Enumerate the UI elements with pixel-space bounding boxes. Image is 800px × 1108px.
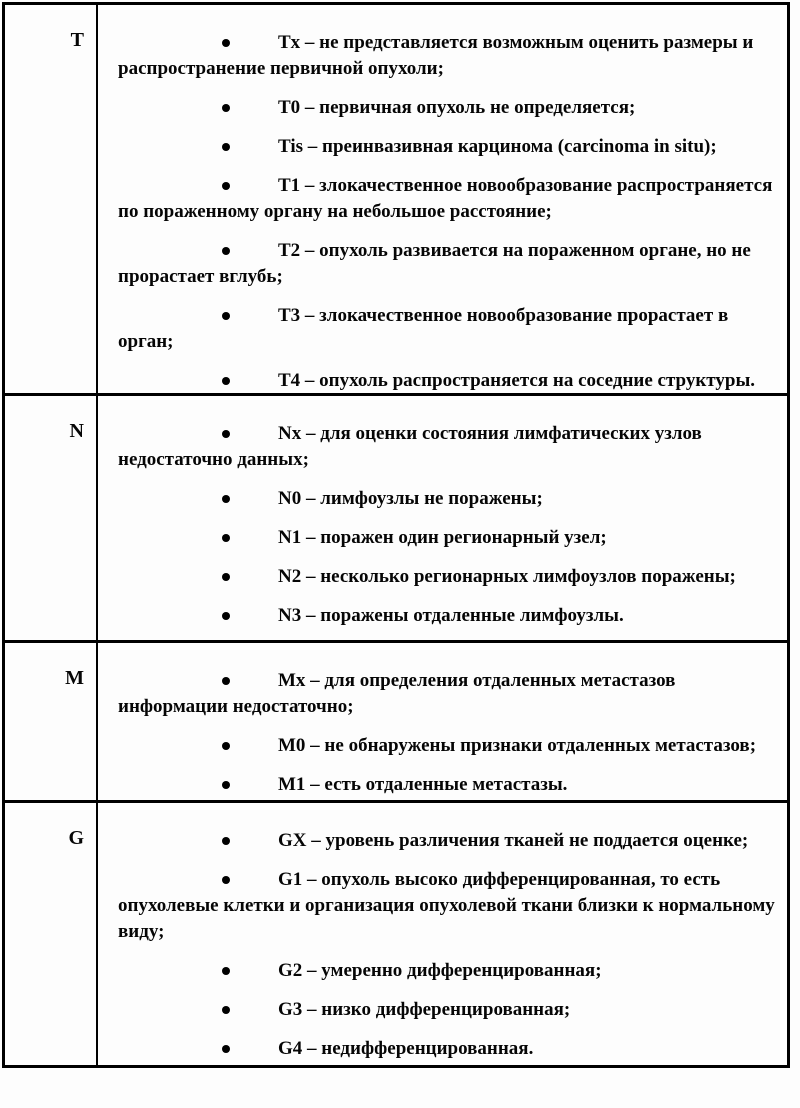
item-text: G4 – недифференцированная. bbox=[278, 1038, 534, 1059]
row-content bbox=[98, 643, 787, 800]
bullet-icon bbox=[222, 603, 278, 629]
bullet-item bbox=[118, 173, 781, 225]
item-text: G1 – опухоль высоко дифференцированная, то есть опухолевые клетки и организация опухолевой ткани близки к нормальному виду; bbox=[118, 869, 775, 942]
item-text: T1 – злокачественное новообразование распространяется по пораженному органу на небольшое расстояние; bbox=[118, 175, 773, 222]
item-text: M1 – есть отдаленные метастазы. bbox=[278, 774, 568, 795]
item-text: T2 – опухоль развивается на пораженном органе, но не прорастает вглубь; bbox=[118, 240, 751, 287]
table-row-T bbox=[5, 5, 787, 396]
bullet-item bbox=[118, 486, 781, 512]
bullet-icon bbox=[222, 1036, 278, 1062]
bullet-item bbox=[118, 95, 781, 121]
bullet-icon bbox=[222, 772, 278, 798]
item-text: Tx – не представляется возможным оценить размеры и распространение первичной опухоли; bbox=[118, 32, 754, 79]
bullet-item bbox=[118, 421, 781, 473]
item-text: T0 – первичная опухоль не определяется; bbox=[278, 97, 636, 118]
item-text: GX – уровень различения тканей не поддается оценке; bbox=[278, 830, 749, 851]
item-text: G3 – низко дифференцированная; bbox=[278, 999, 571, 1020]
row-key-label: M bbox=[5, 643, 98, 800]
item-text: Mx – для определения отдаленных метастазов информации недостаточно; bbox=[118, 670, 676, 717]
row-content bbox=[98, 803, 787, 1065]
bullet-icon bbox=[222, 173, 278, 199]
bullet-item bbox=[118, 134, 781, 160]
bullet-icon bbox=[222, 30, 278, 56]
bullet-item bbox=[118, 303, 781, 355]
item-text: N1 – поражен один регионарный узел; bbox=[278, 527, 607, 548]
item-text: N0 – лимфоузлы не поражены; bbox=[278, 488, 543, 509]
item-text: G2 – умеренно дифференцированная; bbox=[278, 960, 602, 981]
table-row-G bbox=[5, 803, 787, 1065]
item-text: N3 – поражены отдаленные лимфоузлы. bbox=[278, 605, 624, 626]
item-text: T3 – злокачественное новообразование прорастает в орган; bbox=[118, 305, 729, 352]
item-text: T4 – опухоль распространяется на соседние структуры. bbox=[278, 370, 756, 391]
bullet-icon bbox=[222, 95, 278, 121]
bullet-item bbox=[118, 733, 781, 759]
bullet-icon bbox=[222, 997, 278, 1023]
item-text: Tis – преинвазивная карцинома (carcinoma in situ); bbox=[278, 136, 717, 157]
row-key-label: G bbox=[5, 803, 98, 1065]
bullet-icon bbox=[222, 564, 278, 590]
table-row-M bbox=[5, 643, 787, 803]
tnm-classification-table bbox=[2, 2, 790, 1068]
bullet-icon bbox=[222, 368, 278, 393]
bullet-icon bbox=[222, 733, 278, 759]
table-row-N bbox=[5, 396, 787, 643]
item-text: N2 – несколько регионарных лимфоузлов поражены; bbox=[278, 566, 736, 587]
bullet-item bbox=[118, 30, 781, 82]
bullet-item bbox=[118, 368, 781, 393]
bullet-icon bbox=[222, 958, 278, 984]
bullet-icon bbox=[222, 238, 278, 264]
bullet-item bbox=[118, 958, 781, 984]
bullet-item bbox=[118, 668, 781, 720]
bullet-icon bbox=[222, 303, 278, 329]
bullet-item bbox=[118, 867, 781, 945]
bullet-icon bbox=[222, 486, 278, 512]
bullet-item bbox=[118, 603, 781, 629]
bullet-item bbox=[118, 997, 781, 1023]
row-content bbox=[98, 396, 787, 640]
bullet-item bbox=[118, 1036, 781, 1062]
bullet-item bbox=[118, 564, 781, 590]
row-key-label: T bbox=[5, 5, 98, 393]
bullet-item bbox=[118, 772, 781, 798]
bullet-icon bbox=[222, 421, 278, 447]
bullet-icon bbox=[222, 668, 278, 694]
row-content bbox=[98, 5, 787, 393]
item-text: Nx – для оценки состояния лимфатических узлов недостаточно данных; bbox=[118, 423, 702, 470]
bullet-item bbox=[118, 828, 781, 854]
row-key-label: N bbox=[5, 396, 98, 640]
bullet-item bbox=[118, 238, 781, 290]
bullet-icon bbox=[222, 828, 278, 854]
bullet-item bbox=[118, 525, 781, 551]
bullet-icon bbox=[222, 134, 278, 160]
item-text: M0 – не обнаружены признаки отдаленных метастазов; bbox=[278, 735, 757, 756]
bullet-icon bbox=[222, 525, 278, 551]
bullet-icon bbox=[222, 867, 278, 893]
